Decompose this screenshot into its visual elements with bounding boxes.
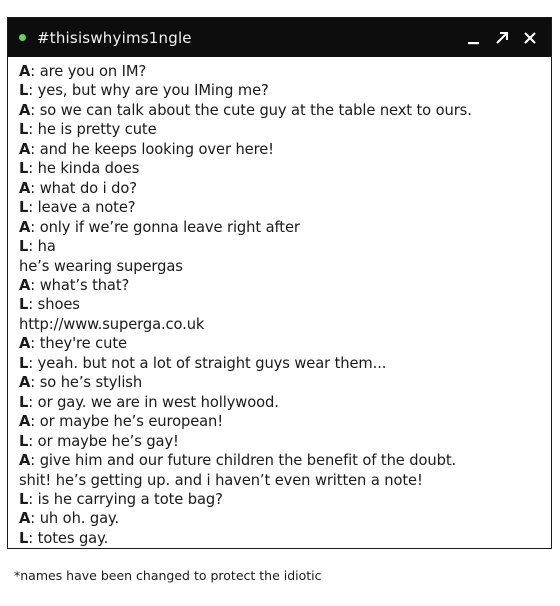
chat-message [19,62,551,81]
message-text: : what do i do? [30,179,137,197]
chat-message [19,334,551,353]
chat-message [19,276,551,295]
chat-message [19,159,551,178]
message-text: : so he’s stylish [30,374,143,392]
message-speaker: A [19,374,31,392]
chat-message [19,471,551,490]
message-speaker: A [19,335,31,353]
message-speaker: A [19,452,31,470]
message-list [8,57,551,548]
message-text: he’s wearing supergas [19,257,183,275]
chat-message [19,490,551,509]
message-text: : give him and our future children the benefit of the doubt. [30,452,457,470]
chat-message [19,529,551,548]
chat-message [19,354,551,373]
chat-message [19,295,551,314]
message-speaker: L [19,490,29,508]
message-text: : yeah. but not a lot of straight guys wear them... [28,354,387,372]
message-text: : or maybe he’s gay! [28,432,179,450]
message-text: : are you on IM? [30,63,147,80]
chat-message [19,237,551,256]
message-text: : yes, but why are you IMing me? [28,82,269,100]
chat-message [19,101,551,120]
message-speaker: A [19,101,31,119]
chat-message [19,412,551,431]
chat-message [19,257,551,276]
message-speaker: A [19,276,31,294]
message-text: : or gay. we are in west hollywood. [28,393,279,411]
chat-message [19,451,551,470]
message-text: : only if we’re gonna leave right after [30,218,300,236]
chat-message [19,120,551,139]
chat-message [19,179,551,198]
message-speaker: L [19,296,29,314]
message-speaker: A [19,179,31,197]
message-text: : uh oh. gay. [30,510,120,528]
message-text: : ha [28,238,56,256]
minimize-icon [467,31,481,45]
message-text: shit! he’s getting up. and i haven’t even written a note! [19,471,423,489]
message-speaker: A [19,413,31,431]
message-text: : he is pretty cute [28,121,157,139]
message-speaker: A [19,140,31,158]
expand-icon [495,31,509,45]
window-title: #thisiswhyims1ngle [37,28,192,47]
chat-message [19,81,551,100]
message-speaker: L [19,238,29,256]
message-text: : so we can talk about the cute guy at the table next to ours. [30,101,472,119]
message-text: : shoes [28,296,80,314]
chat-window [7,17,552,549]
chat-message [19,315,551,334]
message-text: : he kinda does [28,160,140,178]
expand-button[interactable] [493,29,511,47]
chat-message [19,393,551,412]
message-text: : what’s that? [30,276,130,294]
close-button[interactable] [521,29,539,47]
message-speaker: L [19,393,29,411]
message-text: : totes gay. [28,529,109,547]
chat-message [19,198,551,217]
message-speaker: L [19,199,29,217]
message-speaker: L [19,160,29,178]
window-controls [465,29,539,47]
minimize-button[interactable] [465,29,483,47]
chat-message [19,140,551,159]
chat-message [19,432,551,451]
footnote: *names have been changed to protect the idiotic [14,568,322,583]
chat-message [19,509,551,528]
message-speaker: L [19,82,29,100]
message-speaker: A [19,63,31,80]
online-status-icon [19,34,26,41]
message-text: : is he carrying a tote bag? [28,490,223,508]
message-speaker: L [19,121,29,139]
chat-message [19,218,551,237]
message-speaker: L [19,432,29,450]
message-speaker: A [19,510,31,528]
chat-message [19,373,551,392]
close-icon [523,31,537,45]
message-text: : leave a note? [28,199,136,217]
message-text: http://www.superga.co.uk [19,315,205,333]
message-speaker: L [19,529,29,547]
message-text: : they're cute [30,335,127,353]
message-speaker: L [19,354,29,372]
message-text: : or maybe he’s european! [30,413,224,431]
message-speaker: A [19,218,31,236]
title-bar [8,18,551,57]
message-text: : and he keeps looking over here! [30,140,274,158]
